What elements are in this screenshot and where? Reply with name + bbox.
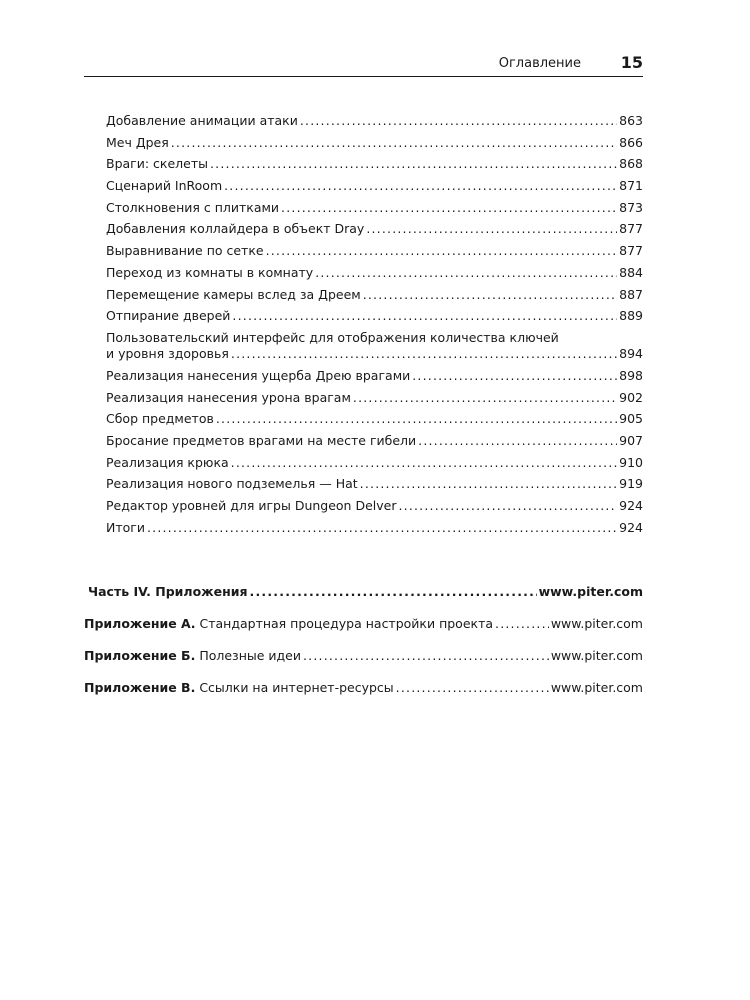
toc-entry-page: 919 — [619, 476, 643, 492]
dot-leader — [366, 221, 617, 236]
appendix-label: Приложение Б. — [84, 648, 196, 663]
dot-leader — [398, 498, 617, 513]
toc-entry-title-line1: Пользовательский интерфейс для отображения количества ключей — [106, 329, 559, 345]
toc-entry-page: 894 — [619, 346, 643, 362]
toc-entry[interactable] — [106, 390, 643, 412]
dot-leader — [303, 648, 549, 663]
part-heading-entry[interactable] — [84, 584, 643, 599]
appendix-page: www.piter.com — [550, 648, 643, 663]
dot-leader — [250, 584, 537, 599]
appendix-title: Полезные идеи — [199, 648, 301, 663]
toc-entry[interactable] — [106, 287, 643, 309]
toc-entry-title: Добавления коллайдера в объект Dray — [106, 221, 365, 237]
appendix-page: www.piter.com — [550, 616, 643, 631]
appendix-page: www.piter.com — [550, 680, 643, 695]
toc-entry-page: 863 — [619, 113, 643, 128]
toc-entry-title: Реализация нового подземелья — Hat — [106, 476, 358, 492]
toc-entry[interactable] — [106, 265, 643, 287]
toc-entry[interactable] — [106, 113, 643, 135]
toc-entry-title: Меч Дрея — [106, 134, 169, 150]
dot-leader — [147, 520, 617, 535]
dot-leader — [495, 616, 549, 631]
toc-entry-page: 873 — [619, 199, 643, 215]
toc-entry[interactable] — [106, 411, 643, 433]
toc-entry[interactable] — [106, 308, 643, 330]
dot-leader — [171, 135, 617, 150]
dot-leader — [360, 476, 617, 491]
toc-entry-title: Столкновения с плитками — [106, 199, 280, 215]
toc-entry-title: Итоги — [106, 519, 145, 535]
toc-entry-page: 910 — [619, 454, 643, 470]
appendix-title: Стандартная процедура настройки проекта — [199, 616, 494, 631]
appendix-entry[interactable] — [84, 680, 643, 695]
dot-leader — [396, 680, 549, 695]
toc-entry-page: 877 — [619, 243, 643, 259]
appendix-entry[interactable] — [84, 616, 643, 631]
dot-leader — [224, 178, 617, 193]
toc-entry-title-line2: и уровня здоровья — [106, 346, 229, 362]
dot-leader — [418, 433, 617, 448]
table-of-contents — [106, 113, 643, 541]
dot-leader — [412, 368, 617, 383]
dot-leader — [315, 265, 617, 280]
appendix-title: Ссылки на интернет-ресурсы — [199, 680, 394, 695]
dot-leader — [353, 390, 617, 405]
toc-entry-page: 898 — [619, 367, 643, 383]
toc-entry-title: Редактор уровней для игры Dungeon Delver — [106, 498, 397, 513]
dot-leader — [281, 200, 617, 215]
toc-entry[interactable] — [106, 156, 643, 178]
toc-entry-page: 866 — [619, 134, 643, 150]
dot-leader — [231, 346, 617, 363]
toc-entry-line2-row — [106, 346, 643, 363]
toc-entry-title: Добавление анимации атаки — [106, 113, 298, 128]
dot-leader — [231, 455, 617, 470]
part-heading-page: www.piter.com — [538, 584, 643, 599]
toc-entry[interactable] — [106, 221, 643, 243]
toc-entry-title: Враги: скелеты — [106, 156, 208, 172]
appendix-entry[interactable] — [84, 648, 643, 663]
toc-entry[interactable] — [106, 368, 643, 390]
toc-entry-title: Реализация нанесения ущерба Дрею врагами — [106, 367, 411, 383]
toc-entry-title: Выравнивание по сетке — [106, 243, 264, 259]
part-heading-title: Часть IV. Приложения — [88, 584, 248, 599]
toc-entry-title: Перемещение камеры вслед за Дреем — [106, 286, 361, 302]
toc-entry-title: Сбор предметов — [106, 411, 214, 427]
appendix-label: Приложение А. — [84, 616, 196, 631]
header-page-number: 15 — [620, 53, 643, 72]
dot-leader — [363, 287, 617, 302]
toc-entry-page: 902 — [619, 389, 643, 405]
toc-entry[interactable] — [106, 498, 643, 520]
toc-entry[interactable] — [106, 135, 643, 157]
appendix-section — [84, 584, 643, 712]
toc-entry-page: 889 — [619, 308, 643, 324]
toc-entry-page: 868 — [619, 156, 643, 172]
toc-entry[interactable] — [106, 455, 643, 477]
header-title: Оглавление — [498, 56, 581, 71]
toc-entry-title: Отпирание дверей — [106, 308, 231, 324]
toc-entry-title: Реализация крюка — [106, 454, 229, 470]
running-header — [84, 50, 643, 77]
toc-entry-page: 905 — [619, 411, 643, 427]
toc-entry-page: 871 — [619, 178, 643, 194]
toc-entry-page: 887 — [619, 286, 643, 302]
toc-entry-title: Переход из комнаты в комнату — [106, 264, 314, 280]
toc-entry-page: 884 — [619, 264, 643, 280]
toc-entry-page: 924 — [619, 498, 643, 513]
toc-entry-page: 907 — [619, 432, 643, 448]
dot-leader — [216, 411, 617, 426]
toc-entry[interactable] — [106, 520, 643, 542]
toc-entry[interactable] — [106, 200, 643, 222]
dot-leader — [210, 156, 617, 171]
toc-entry[interactable] — [106, 243, 643, 265]
toc-entry-page: 877 — [619, 221, 643, 237]
toc-entry[interactable] — [106, 433, 643, 455]
dot-leader — [232, 308, 617, 323]
toc-entry-title: Сценарий InRoom — [106, 178, 223, 194]
toc-entry[interactable] — [106, 476, 643, 498]
toc-entry-title: Бросание предметов врагами на месте гибели — [106, 432, 417, 448]
dot-leader — [300, 113, 617, 128]
toc-entry-title: Реализация нанесения урона врагам — [106, 389, 351, 405]
dot-leader — [266, 243, 618, 258]
appendix-label: Приложение В. — [84, 680, 196, 695]
toc-entry-page: 924 — [619, 519, 643, 535]
toc-entry-multiline[interactable] — [106, 330, 643, 368]
toc-entry[interactable] — [106, 178, 643, 200]
